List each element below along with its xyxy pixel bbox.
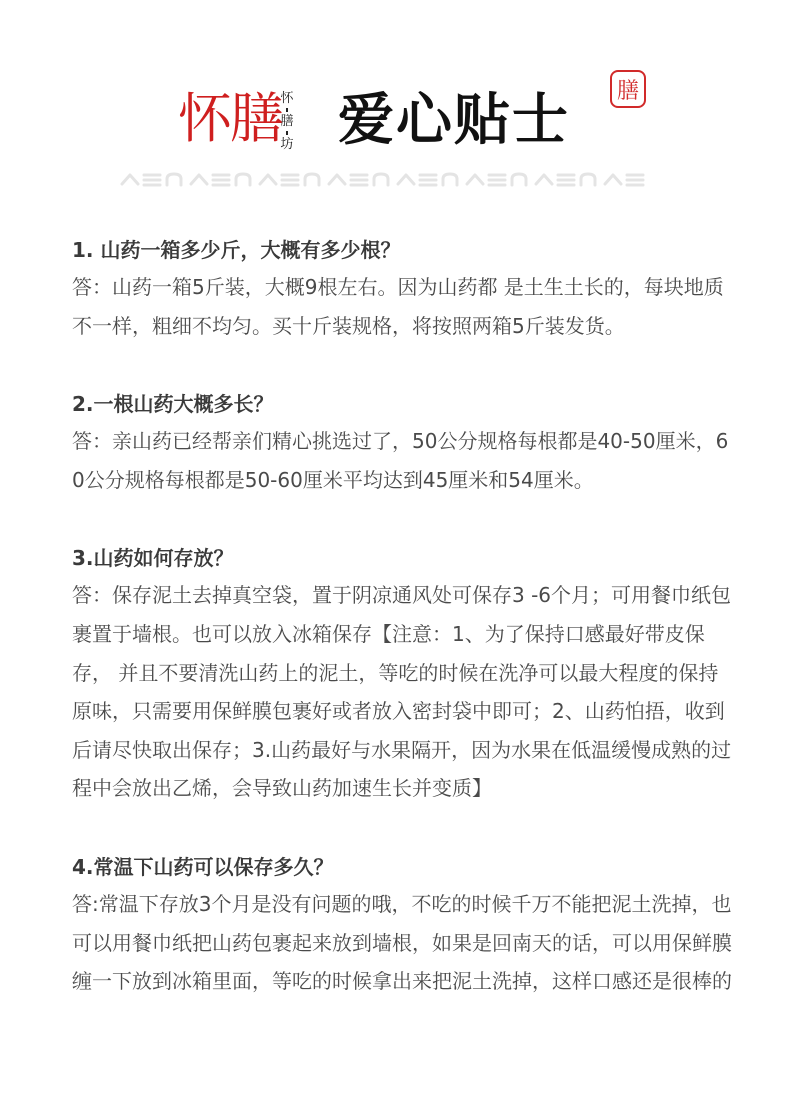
faq-answer: 答：保存泥土去掉真空袋，置于阴凉通风处可保存3 -6个月；可用餐巾纸包裹置于墙根。也可以放入冰箱保存【注意：1、为了保持口感最好带皮保存， 并且不要清洗山药上的泥土，等吃的时候在洗净可以最大程度的保持原味，只需要用保鲜膜包裹好或者放入密封袋中即可；2、山药怕捂，收到后请尽快取出保存；3.山药最好与水果隔开，因为水果在低温缓慢成熟的过程中会放出乙烯，会导致山药加速生长并变质】 xyxy=(72,583,732,801)
seal-stamp: 膳 xyxy=(610,70,646,108)
faq-answer: 答:常温下存放3个月是没有问题的哦，不吃的时候千万不能把泥土洗掉，也可以用餐巾纸把山药包裹起来放到墙根，如果是回南天的话，可以用保鲜膜缠一下放到冰箱里面，等吃的时候拿出来把泥土洗掉，这样口感还是很棒的 xyxy=(72,891,732,994)
logo-sub-divider xyxy=(286,108,288,112)
faq-question: 3.山药如何存放？ xyxy=(72,546,234,571)
header xyxy=(0,0,790,200)
faq-item xyxy=(72,849,732,1001)
faq-item xyxy=(72,232,732,345)
faq-question: 2.一根山药大概多长？ xyxy=(72,392,274,417)
page-title: 爱心贴士 xyxy=(338,88,570,153)
decorative-pattern xyxy=(120,170,670,188)
faq-item xyxy=(72,540,732,808)
faq-answer: 答：山药一箱5斤装，大概9根左右。因为山药都 是土生土长的，每块地质不一样，粗细不均匀。买十斤装规格，将按照两箱5斤装发货。 xyxy=(72,275,724,338)
faq-list xyxy=(72,232,732,1042)
logo-sub-char: 坊 xyxy=(280,137,294,152)
faq-answer: 答：亲山药已经帮亲们精心挑选过了，50公分规格每根都是40-50厘米，60公分规格每根都是50-60厘米平均达到45厘米和54厘米。 xyxy=(72,429,729,492)
faq-item xyxy=(72,386,732,499)
brand-logo: 怀膳 xyxy=(178,87,282,150)
logo-sub-char: 怀 xyxy=(280,91,294,106)
faq-question: 4.常温下山药可以保存多久？ xyxy=(72,854,334,879)
faq-question: 1. 山药一箱多少斤，大概有多少根？ xyxy=(72,238,401,262)
logo-sub-char: 膳 xyxy=(280,114,294,129)
brand-logo-subtitle xyxy=(276,90,298,154)
logo-sub-divider xyxy=(286,131,288,135)
